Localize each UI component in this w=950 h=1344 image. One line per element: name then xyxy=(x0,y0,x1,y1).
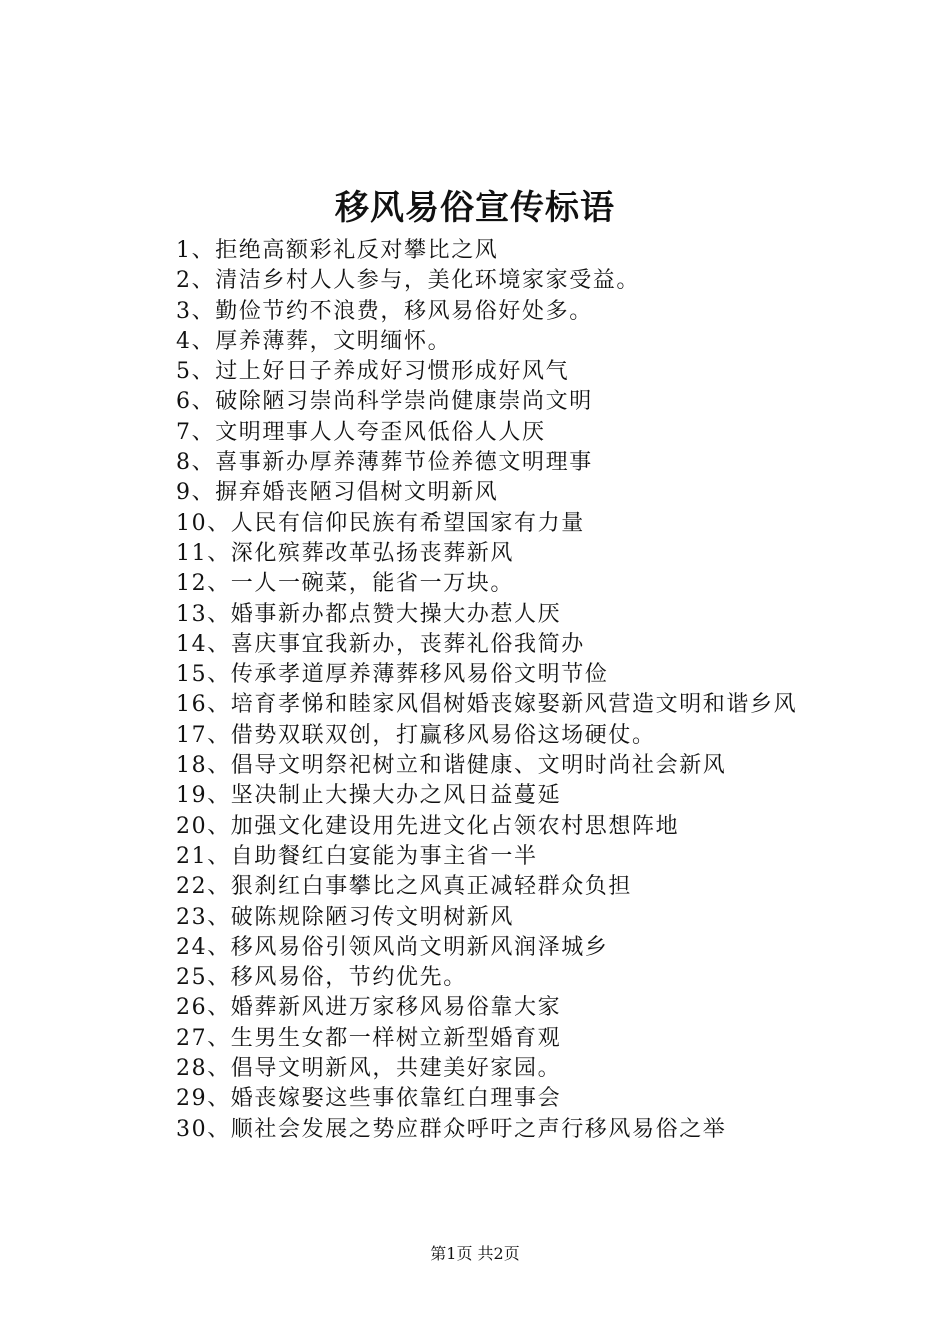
slogan-item: 29、婚丧嫁娶这些事依靠红白理事会 xyxy=(176,1086,562,1112)
slogan-item: 8、喜事新办厚养薄葬节俭养德文明理事 xyxy=(176,450,593,476)
slogan-item: 28、倡导文明新风，共建美好家园。 xyxy=(176,1056,562,1082)
slogan-item: 22、狠刹红白事攀比之风真正减轻群众负担 xyxy=(176,874,632,900)
slogan-item: 17、借势双联双创，打赢移风易俗这场硬仗。 xyxy=(176,722,656,748)
slogan-item: 3、勤俭节约不浪费，移风易俗好处多。 xyxy=(176,298,593,324)
slogan-item: 18、倡导文明祭祀树立和谐健康、文明时尚社会新风 xyxy=(176,753,727,779)
slogan-item: 20、加强文化建设用先进文化占领农村思想阵地 xyxy=(176,813,680,839)
slogan-item: 6、破除陋习崇尚科学崇尚健康崇尚文明 xyxy=(176,389,593,415)
slogan-item: 1、拒绝高额彩礼反对攀比之风 xyxy=(176,238,499,263)
slogan-item: 13、婚事新办都点赞大操大办惹人厌 xyxy=(176,601,562,627)
slogan-item: 10、人民有信仰民族有希望国家有力量 xyxy=(176,510,585,536)
slogan-item: 2、清洁乡村人人参与，美化环境家家受益。 xyxy=(176,268,640,294)
document-title: 移风易俗宣传标语 xyxy=(335,188,615,228)
slogan-item: 14、喜庆事宜我新办，丧葬礼俗我简办 xyxy=(176,631,585,657)
slogan-item: 24、移风易俗引领风尚文明新风润泽城乡 xyxy=(176,934,609,960)
slogan-item: 25、移风易俗，节约优先。 xyxy=(176,965,467,991)
slogan-list xyxy=(128,236,848,1145)
slogan-item: 15、传承孝道厚养薄葬移风易俗文明节俭 xyxy=(176,662,609,688)
slogan-item: 19、坚决制止大操大办之风日益蔓延 xyxy=(176,783,562,809)
slogan-item: 9、摒弃婚丧陋习倡树文明新风 xyxy=(176,480,499,506)
slogan-item: 4、厚养薄葬，文明缅怀。 xyxy=(176,328,452,354)
slogan-item: 27、生男生女都一样树立新型婚育观 xyxy=(176,1025,562,1051)
slogan-item: 26、婚葬新风进万家移风易俗靠大家 xyxy=(176,995,562,1021)
slogan-item: 11、深化殡葬改革弘扬丧葬新风 xyxy=(176,540,514,566)
slogan-item: 30、顺社会发展之势应群众呼吁之声行移风易俗之举 xyxy=(176,1116,727,1142)
slogan-item: 12、一人一碗菜，能省一万块。 xyxy=(176,571,514,597)
slogan-item: 16、培育孝悌和睦家风倡树婚丧嫁娶新风营造文明和谐乡风 xyxy=(176,692,798,718)
page-footer: 第1页 共2页 xyxy=(430,1244,520,1263)
slogan-item: 21、自助餐红白宴能为事主省一半 xyxy=(176,843,538,869)
slogan-item: 23、破陈规除陋习传文明树新风 xyxy=(176,904,514,930)
slogan-item: 5、过上好日子养成好习惯形成好风气 xyxy=(176,359,570,385)
slogan-item: 7、文明理事人人夸歪风低俗人人厌 xyxy=(176,419,546,445)
